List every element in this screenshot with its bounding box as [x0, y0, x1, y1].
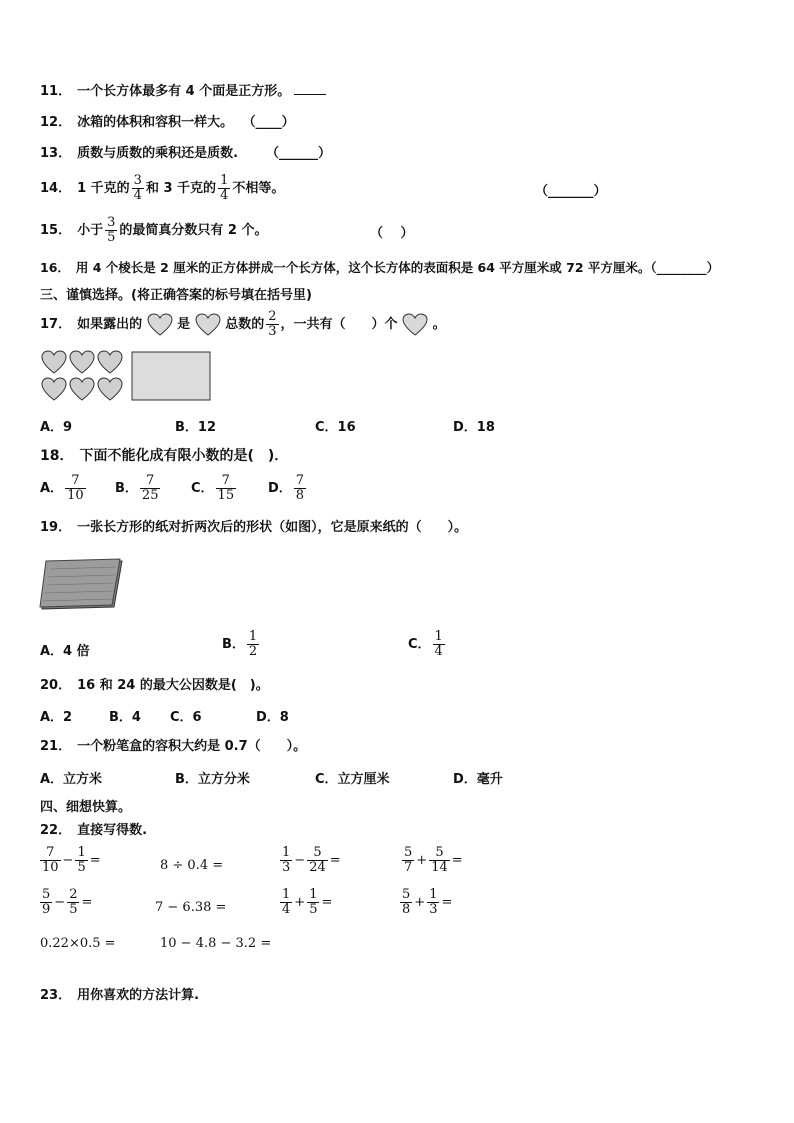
- option-d[interactable]: D．毫升: [453, 772, 503, 787]
- option-b[interactable]: B．4: [109, 710, 141, 725]
- fraction: $\frac{1}{4}$: [434, 629, 443, 659]
- option-c[interactable]: C． $\frac{7}{15}$: [191, 473, 235, 503]
- fraction: $\frac{7}{25}$: [141, 473, 159, 503]
- fraction: $\frac{7}{8}$: [295, 473, 305, 503]
- option-a[interactable]: A．4 倍: [40, 644, 90, 659]
- heart-icon: [70, 351, 94, 373]
- question-12: 12． 冰箱的体积和容积一样大。 （____）: [40, 115, 295, 130]
- heart-icon: [402, 313, 428, 337]
- question-22: 22． 直接写得数.: [40, 823, 148, 838]
- calc-expression: 10 − 4.8 − 3.2 =: [160, 936, 272, 951]
- fraction: $\frac{7}{10}$: [67, 473, 84, 503]
- option-b[interactable]: B． $\frac{7}{25}$: [115, 473, 159, 503]
- question-15: 15． 小于 $\frac{3}{5}$ 的最简真分数只有 2 个。: [40, 215, 268, 245]
- option-b[interactable]: B．立方分米: [175, 772, 250, 787]
- fraction: $\frac{7}{15}$: [217, 473, 235, 503]
- option-c[interactable]: C．16: [315, 420, 356, 435]
- section-heading: 三、谨慎选择。(将正确答案的标号填在括号里): [40, 288, 312, 303]
- hearts-figure: [40, 348, 215, 404]
- calc-expression: $\frac{1}{4}$ + $\frac{1}{5}$ =: [282, 887, 333, 917]
- option-d[interactable]: D．8: [256, 710, 289, 725]
- heart-icon: [195, 313, 221, 337]
- heart-icon: [147, 313, 173, 337]
- heart-icon: [42, 378, 66, 400]
- calc-expression: $\frac{5}{7}$ + $\frac{5}{14}$ =: [404, 845, 463, 875]
- question-23: 23． 用你喜欢的方法计算.: [40, 988, 200, 1003]
- calc-expression: $\frac{5}{9}$ − $\frac{2}{5}$ =: [42, 887, 93, 917]
- calc-expression: $\frac{5}{8}$ + $\frac{1}{3}$ =: [402, 887, 453, 917]
- folded-paper-figure: [38, 557, 124, 613]
- option-a[interactable]: A．立方米: [40, 772, 103, 787]
- option-c[interactable]: C．立方厘米: [315, 772, 390, 787]
- heart-icon: [42, 351, 66, 373]
- question-18: 18． 下面不能化成有限小数的是( )．: [40, 448, 289, 464]
- option-b[interactable]: B． $\frac{1}{2}$: [222, 629, 258, 659]
- heart-icon: [70, 378, 94, 400]
- fraction: $\frac{3}{4}$: [133, 173, 142, 203]
- option-d[interactable]: D．18: [453, 420, 495, 435]
- calc-expression: $\frac{1}{3}$ − $\frac{5}{24}$ =: [282, 845, 341, 875]
- option-a[interactable]: A．2: [40, 710, 73, 725]
- fraction: $\frac{3}{5}$: [107, 215, 116, 245]
- question-17: 17． 如果露出的 是 总数的 $\frac{2}{3}$ ，一共有（ ）个 。: [40, 309, 446, 339]
- answer-paren[interactable]: （____）: [249, 115, 295, 130]
- answer-paren[interactable]: （_______）: [535, 184, 607, 199]
- option-d[interactable]: D． $\frac{7}{8}$: [268, 473, 305, 503]
- option-b[interactable]: B．12: [175, 420, 216, 435]
- question-16: 16． 用 4 个棱长是 2 厘米的正方体拼成一个长方体，这个长方体的表面积是 64 平方厘米或 72 平方厘米。（________）: [40, 260, 720, 275]
- fraction: $\frac{1}{2}$: [248, 629, 258, 659]
- fraction: $\frac{1}{4}$: [220, 173, 229, 203]
- calc-expression: 7 − 6.38 =: [155, 900, 227, 915]
- question-14: 14． 1 千克的 $\frac{3}{4}$ 和 3 千克的 $\frac{1}{4}$ 不相等。: [40, 173, 285, 203]
- section-heading: 四、细想快算。: [40, 800, 132, 815]
- option-a[interactable]: A． $\frac{7}{10}$: [40, 473, 84, 503]
- answer-paren[interactable]: （______）: [266, 146, 332, 161]
- heart-icon: [98, 351, 122, 373]
- answer-blank[interactable]: [294, 94, 326, 95]
- calc-expression: $\frac{7}{10}$ − $\frac{1}{5}$ =: [42, 845, 101, 875]
- option-c[interactable]: C．6: [170, 710, 202, 725]
- question-13: 13． 质数与质数的乘积还是质数. （______）: [40, 146, 332, 161]
- question-11: 11． 一个长方体最多有 4 个面是正方形。: [40, 82, 326, 102]
- answer-paren[interactable]: （ ）: [370, 226, 414, 241]
- heart-icon: [98, 378, 122, 400]
- calc-expression: 8 ÷ 0.4 =: [160, 858, 224, 873]
- covered-box: [132, 352, 210, 400]
- fraction: $\frac{2}{3}$: [268, 309, 277, 339]
- question-19: 19． 一张长方形的纸对折两次后的形状（如图），它是原来纸的（ ）。: [40, 520, 468, 535]
- calc-expression: 0.22×0.5 =: [40, 936, 116, 951]
- option-c[interactable]: C． $\frac{1}{4}$: [408, 629, 443, 659]
- question-20: 20． 16 和 24 的最大公因数是( )。: [40, 678, 269, 693]
- question-21: 21． 一个粉笔盒的容积大约是 0.7（ ）。: [40, 739, 307, 754]
- answer-paren[interactable]: （________）: [650, 260, 720, 275]
- option-a[interactable]: A．9: [40, 420, 73, 435]
